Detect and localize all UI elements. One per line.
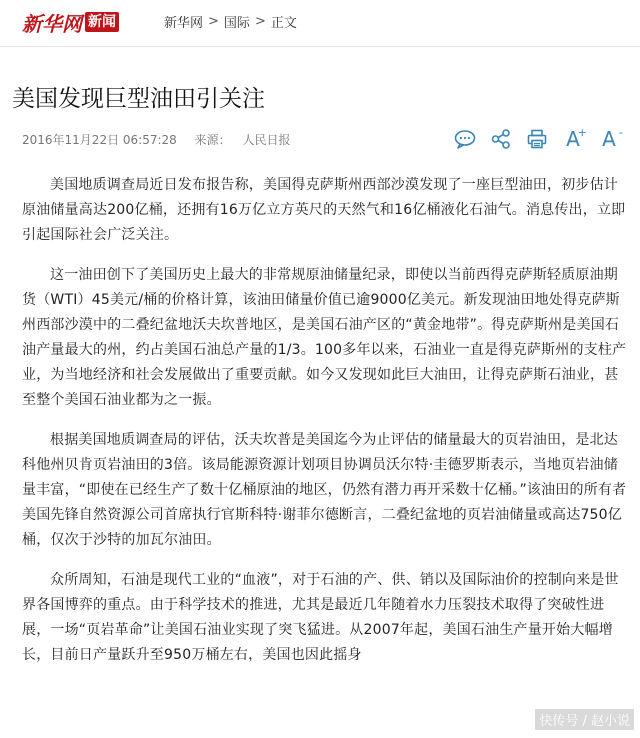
font-decrease-icon: A - xyxy=(602,126,623,151)
article-body xyxy=(22,173,632,683)
header-divider xyxy=(0,46,640,47)
article-meta xyxy=(22,131,290,148)
breadcrumb-home[interactable]: 新华网 xyxy=(164,16,204,31)
source-label: 来源： xyxy=(194,133,231,147)
font-increase-icon: A + xyxy=(566,126,587,151)
article-paragraph: 众所周知，石油是现代工业的“血液”，对于石油的产、供、销以及国际油价的控制向来是世界各国博弈的重点。由于科学技术的推进，尤其是最近几年随着水力压裂技术取得了突破性进展，一场“页岩革命”让美国石油业实现了突飞猛进。从2007年起，美国石油生产量开始大幅增长，目前日产量跃升至950万桶左右，美国也因此摇身 xyxy=(22,572,619,663)
breadcrumb-current: 正文 xyxy=(270,16,297,31)
breadcrumb-international[interactable]: 国际 xyxy=(223,16,250,31)
font-increase-button[interactable] xyxy=(560,126,586,152)
comment-icon xyxy=(454,129,476,149)
breadcrumb xyxy=(164,12,297,31)
logo-text: 新华网 xyxy=(22,11,82,36)
article-paragraph: 美国地质调查局近日发布报告称，美国得克萨斯州西部沙漠发现了一座巨型油田，初步估计原油储量高达200亿桶，还拥有16万亿立方英尺的天然气和16亿桶液化石油气。消息传出，立即引起国际社会广泛关注。 xyxy=(22,177,626,243)
article-paragraph: 根据美国地质调查局的评估，沃夫坎普是美国迄今为止评估的储量最大的页岩油田，是北达科他州贝肯页岩油田的3倍。该局能源资源计划项目协调员沃尔特·圭德罗斯表示，当地页岩油储量丰富，“即使在已经生产了数十亿桶原油的地区，仍然有潜力再开采数十亿桶。”该油田的所有者美国先锋自然资源公司首席执行官斯科特·谢菲尔德断言，二叠纪盆地的页岩油储量或高达750亿桶，仅次于沙特的加瓦尔油田。 xyxy=(22,432,627,548)
print-icon xyxy=(527,129,547,149)
share-icon xyxy=(491,129,511,149)
article-title: 美国发现巨型油田引关注 xyxy=(12,86,265,112)
font-decrease-button[interactable] xyxy=(596,126,622,152)
site-header xyxy=(0,0,640,44)
article-datetime: 2016年11月22日 06:57:28 xyxy=(22,133,177,147)
article-toolbar xyxy=(452,126,632,152)
breadcrumb-separator: > xyxy=(254,14,266,29)
article-source[interactable]: 人民日报 xyxy=(242,133,291,147)
breadcrumb-separator: > xyxy=(208,14,219,29)
comment-button[interactable] xyxy=(452,126,478,152)
site-logo[interactable] xyxy=(22,8,119,36)
watermark: 快传号 / 赵小说 xyxy=(535,709,634,730)
print-button[interactable] xyxy=(524,126,550,152)
share-button[interactable] xyxy=(488,126,514,152)
article-paragraph: 这一油田创下了美国历史上最大的非常规原油储量纪录，即使以当前西得克萨斯轻质原油期货（WTI）45美元/桶的价格计算，该油田储量价值已逾9000亿美元。新发现油田地处得克萨斯州西部沙漠中的二叠纪盆地沃夫坎普地区，是美国石油产区的“黄金地带”。得克萨斯州是美国石油产量最大的州，约占美国石油总产量的1/3。100多年以来，石油业一直是得克萨斯州的支柱产业，为当地经济和社会发展做出了重要贡献。如今又发现如此巨大油田，让得克萨斯石油业，甚至整个美国石油业都为之一振。 xyxy=(22,267,627,408)
logo-badge: 新闻 xyxy=(85,12,119,32)
